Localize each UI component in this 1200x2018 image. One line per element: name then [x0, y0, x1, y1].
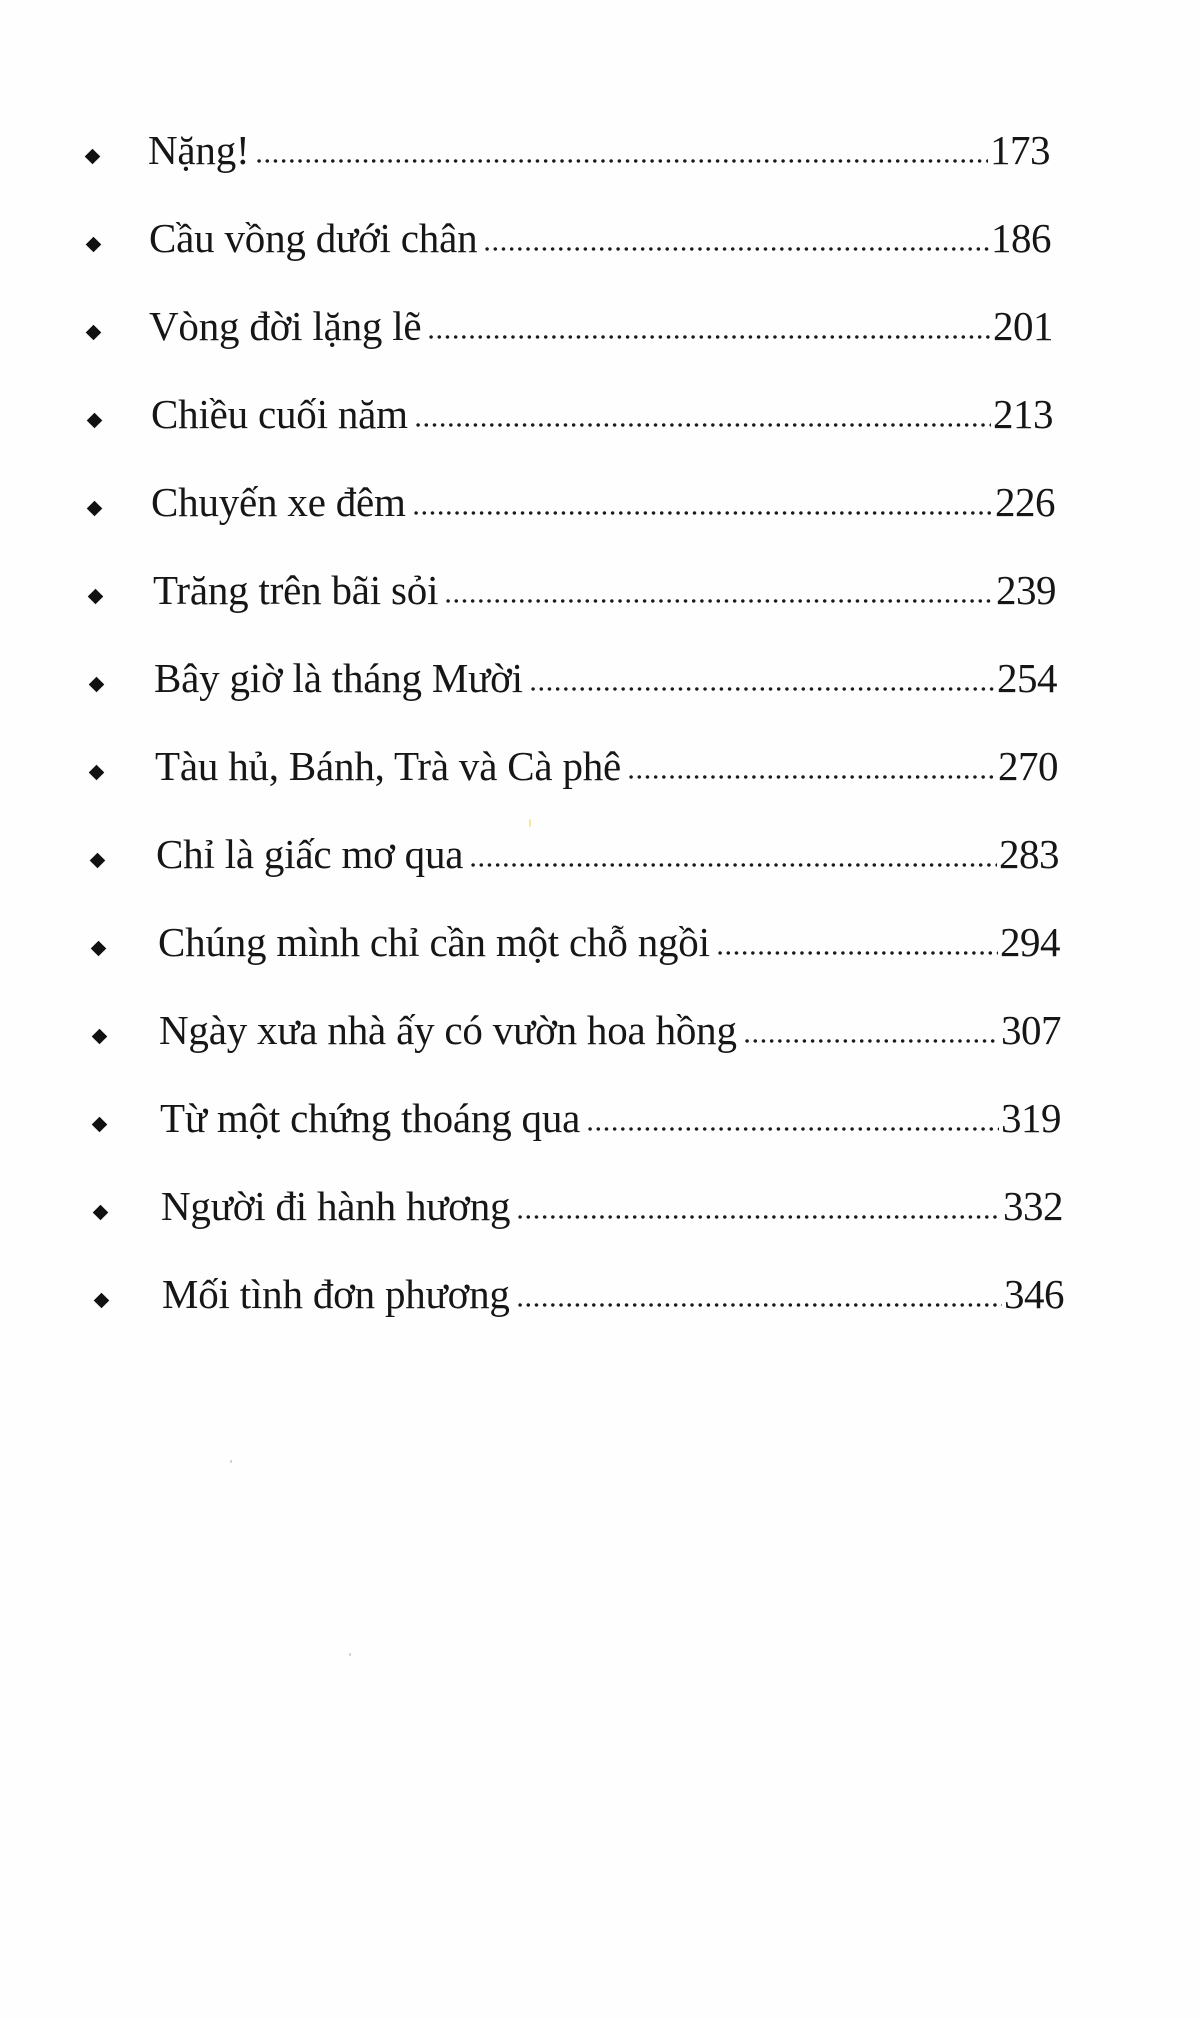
diamond-bullet-icon: [87, 413, 103, 429]
toc-entry-title: Chúng mình chỉ cần một chỗ ngồi: [158, 919, 710, 965]
dot-leader: [516, 1303, 1002, 1307]
dot-leader: [412, 511, 993, 515]
toc-entry[interactable]: [0, 298, 1200, 358]
toc-entry-title: Người đi hành hương: [161, 1183, 511, 1229]
diamond-bullet-icon: [92, 1029, 108, 1045]
toc-entry[interactable]: [0, 1266, 1200, 1326]
diamond-bullet-icon: [87, 501, 103, 517]
scan-speck: [230, 1460, 232, 1463]
toc-entry-title: Chỉ là giấc mơ qua: [156, 831, 464, 877]
dot-leader: [414, 423, 991, 427]
dot-leader: [255, 159, 988, 163]
dot-leader: [743, 1039, 999, 1043]
toc-entry-title: Trăng trên bãi sỏi: [153, 567, 439, 613]
toc-entry-title: Nặng!: [148, 127, 250, 173]
diamond-bullet-icon: [93, 1205, 109, 1221]
toc-entry[interactable]: [0, 210, 1200, 270]
diamond-bullet-icon: [86, 325, 102, 341]
dot-leader: [444, 599, 994, 603]
toc-entry-title: Cầu vồng dưới chân: [149, 215, 478, 261]
toc-entry[interactable]: [0, 1178, 1200, 1238]
toc-entry[interactable]: [0, 650, 1200, 710]
toc-entry-title: Chiều cuối năm: [151, 391, 408, 437]
toc-entry[interactable]: [0, 826, 1200, 886]
toc-entry-page: 201: [993, 303, 1053, 349]
toc-entry-page: 283: [999, 831, 1059, 877]
toc-entry-title: Chuyến xe đêm: [151, 479, 406, 525]
dot-leader: [427, 335, 991, 339]
toc-entry-title: Vòng đời lặng lẽ: [149, 303, 422, 349]
diamond-bullet-icon: [94, 1293, 110, 1309]
toc-entry-title: Mối tình đơn phương: [162, 1271, 510, 1317]
toc-entry-page: 254: [997, 655, 1057, 701]
toc-entry-title: Ngày xưa nhà ấy có vườn hoa hồng: [159, 1007, 737, 1053]
toc-entry-page: 186: [991, 215, 1051, 261]
dot-leader: [483, 247, 989, 251]
diamond-bullet-icon: [89, 677, 105, 693]
dot-leader: [716, 951, 998, 955]
toc-entry-page: 346: [1004, 1271, 1064, 1317]
dot-leader: [469, 863, 997, 867]
toc-entry[interactable]: [0, 738, 1200, 798]
toc-entry-title: Tàu hủ, Bánh, Trà và Cà phê: [155, 743, 622, 789]
toc-entry-page: 173: [990, 127, 1050, 173]
toc-entry-page: 270: [998, 743, 1058, 789]
dot-leader: [627, 775, 996, 779]
toc-entry-page: 213: [993, 391, 1053, 437]
dot-leader: [529, 687, 995, 691]
toc-entry[interactable]: [0, 474, 1200, 534]
toc-entry[interactable]: [0, 386, 1200, 446]
scan-speck: [349, 1653, 351, 1656]
toc-entry[interactable]: [0, 1090, 1200, 1150]
toc-entry-page: 239: [996, 567, 1056, 613]
diamond-bullet-icon: [88, 589, 104, 605]
diamond-bullet-icon: [85, 149, 101, 165]
diamond-bullet-icon: [92, 1117, 108, 1133]
diamond-bullet-icon: [86, 237, 102, 253]
diamond-bullet-icon: [90, 853, 106, 869]
toc-entry[interactable]: [0, 122, 1200, 182]
dot-leader: [586, 1127, 999, 1131]
toc-entry-title: Từ một chứng thoáng qua: [160, 1095, 581, 1141]
scan-speck: [529, 819, 531, 827]
toc-entry-page: 332: [1003, 1183, 1063, 1229]
dot-leader: [516, 1215, 1001, 1219]
toc-entry-page: 226: [995, 479, 1055, 525]
toc-entry-title: Bây giờ là tháng Mười: [154, 655, 523, 701]
toc-entry[interactable]: [0, 562, 1200, 622]
diamond-bullet-icon: [91, 941, 107, 957]
toc-entry[interactable]: [0, 1002, 1200, 1062]
toc-entry[interactable]: [0, 914, 1200, 974]
toc-entry-page: 307: [1001, 1007, 1061, 1053]
toc-entry-page: 319: [1001, 1095, 1061, 1141]
diamond-bullet-icon: [89, 765, 105, 781]
toc-entry-page: 294: [1000, 919, 1060, 965]
